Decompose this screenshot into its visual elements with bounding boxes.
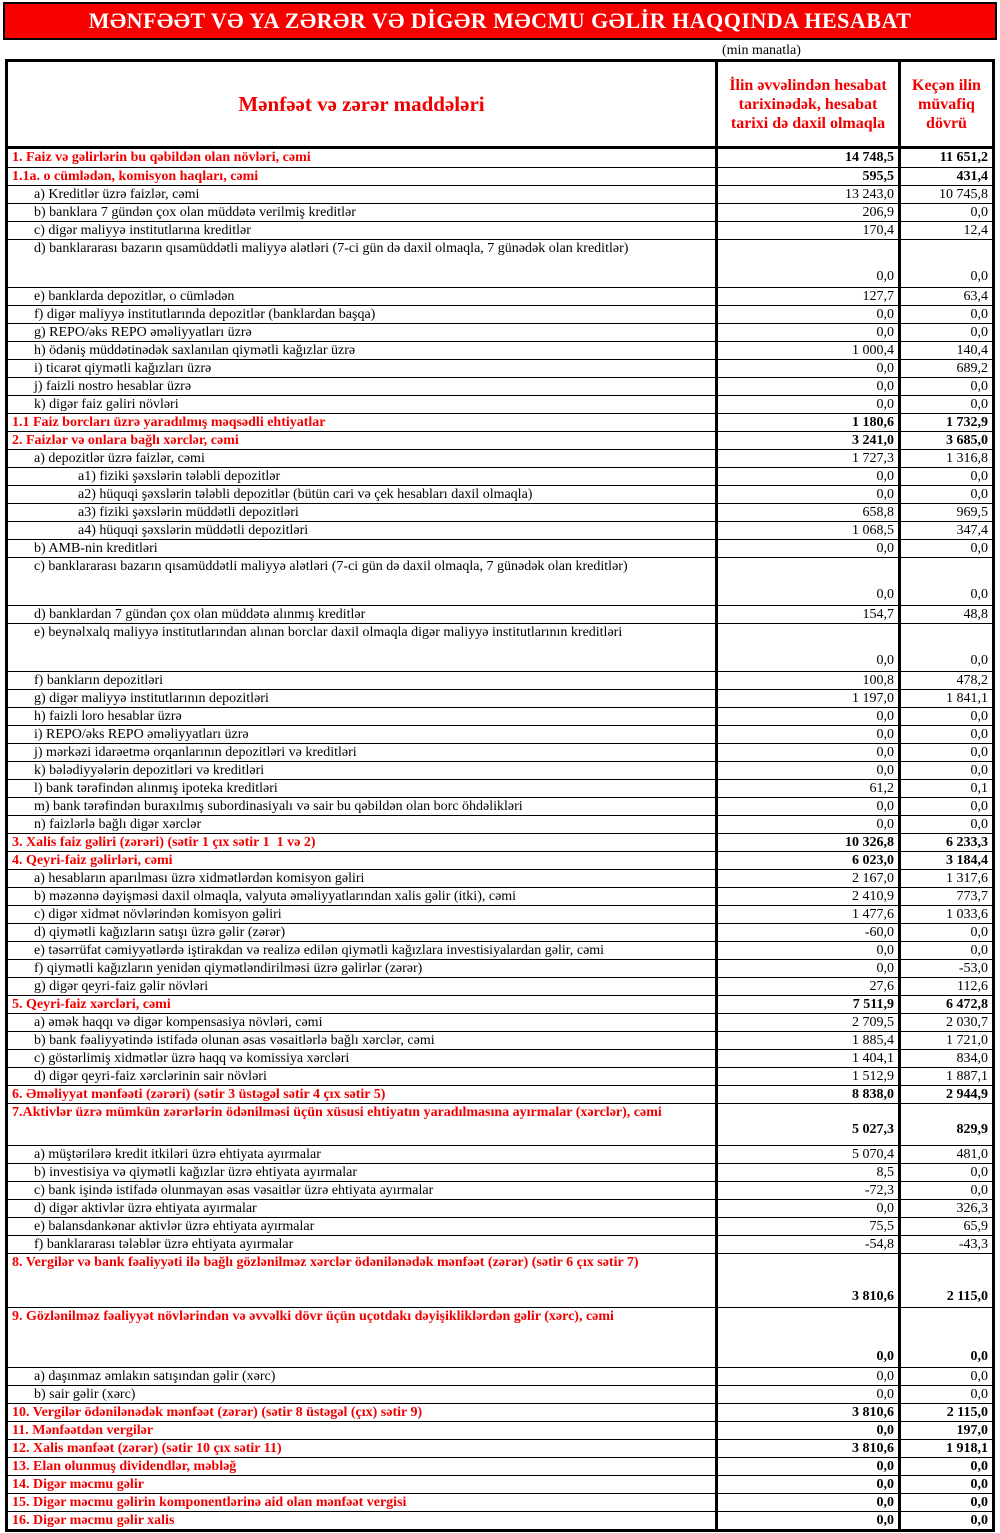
value-previous-period: 0,0 (970, 1182, 988, 1198)
table-row (8, 605, 992, 623)
row-label: c) göstərlimiş xidmətlər üzrə haqq və komissiya xərcləri (8, 1050, 718, 1067)
value-current-period: 0,0 (718, 540, 901, 557)
value-previous-period: 1 887,1 (946, 1068, 988, 1084)
table-row (8, 395, 992, 413)
row-label: 8. Vergilər və bank fəaliyyəti ilə bağlı gözlənilməz xərclər ödənilənədək mənfəət (zərər) (sətir 6 çıx sətir 7) (8, 1254, 718, 1307)
row-label: e) balansdankənar aktivlər üzrə ehtiyata ayırmalar (8, 1218, 718, 1235)
value-current-period: 127,7 (718, 288, 901, 305)
table-row (8, 977, 992, 995)
table-row (8, 1421, 992, 1439)
value-previous-period: 1 721,0 (946, 1032, 988, 1048)
row-label: a4) hüquqi şəxslərin müddətli depozitləri (8, 522, 718, 539)
row-label: 11. Mənfəətdən vergilər (8, 1422, 718, 1439)
row-label: h) faizli loro hesablar üzrə (8, 708, 718, 725)
row-label: f) qiymətli kağızların yenidən qiymətləndirilməsi üzrə gəlirlər (zərər) (8, 960, 718, 977)
table-row (8, 1031, 992, 1049)
value-current-period: 0,0 (718, 798, 901, 815)
table-row (8, 959, 992, 977)
value-current-period: 3 810,6 (718, 1404, 901, 1421)
row-label: b) bank fəaliyyətində istifadə olunan əsas vəsaitlərlə bağlı xərclər, cəmi (8, 1032, 718, 1049)
row-label: b) investisiya və qiymətli kağızlar üzrə ehtiyata ayırmalar (8, 1164, 718, 1181)
value-current-period: 0,0 (718, 708, 901, 725)
value-previous-period: 0,0 (970, 1476, 988, 1492)
table-row (8, 341, 992, 359)
value-previous-period: 11 651,2 (939, 150, 988, 165)
table-row (8, 557, 992, 605)
value-current-period: 1 197,0 (718, 690, 901, 707)
value-previous-period: 0,0 (970, 924, 988, 940)
value-current-period: 0,0 (718, 558, 901, 605)
value-previous-period: 326,3 (956, 1200, 988, 1216)
table-row (8, 689, 992, 707)
value-previous-period: 1 841,1 (946, 690, 988, 706)
row-label: 10. Vergilər ödənilənədək mənfəət (zərər) (sətir 8 üstəgəl (çıx) sətir 9) (8, 1404, 718, 1421)
table-row (8, 359, 992, 377)
value-previous-period: 0,0 (970, 708, 988, 724)
value-current-period: 1 180,6 (718, 414, 901, 431)
table-row (8, 221, 992, 239)
value-current-period: 0,0 (718, 1512, 901, 1529)
table-row (8, 1475, 992, 1493)
value-current-period: -54,8 (718, 1236, 901, 1253)
row-label: a) depozitlər üzrə faizlər, cəmi (8, 450, 718, 467)
value-current-period: 0,0 (718, 360, 901, 377)
report-title: MƏNFƏƏT VƏ YA ZƏRƏR VƏ DİGƏR MƏCMU GƏLİR HAQQINDA HESABAT (88, 8, 912, 33)
value-previous-period: 12,4 (963, 222, 988, 238)
value-current-period: 0,0 (718, 1368, 901, 1385)
table-row (8, 1163, 992, 1181)
row-label: a) Kreditlər üzrə faizlər, cəmi (8, 186, 718, 203)
value-previous-period: 112,6 (957, 978, 988, 994)
value-current-period: 0,0 (718, 960, 901, 977)
table-row (8, 1067, 992, 1085)
value-current-period: 0,0 (718, 942, 901, 959)
row-label: a1) fiziki şəxslərin tələbli depozitlər (8, 468, 718, 485)
value-current-period: -72,3 (718, 1182, 901, 1199)
table-row (8, 887, 992, 905)
table-row (8, 1385, 992, 1403)
table-row (8, 377, 992, 395)
row-label: 5. Qeyri-faiz xərcləri, cəmi (8, 996, 718, 1013)
value-current-period: 100,8 (718, 672, 901, 689)
value-previous-period: 0,0 (970, 468, 988, 484)
table-row (8, 1217, 992, 1235)
value-previous-period: 834,0 (956, 1050, 988, 1066)
row-label: 3. Xalis faiz gəliri (zərəri) (sətir 1 çıx sətir 1 1 və 2) (8, 834, 718, 851)
table-row (8, 1493, 992, 1511)
value-previous-period: 773,7 (956, 888, 988, 904)
row-label: j) faizli nostro hesablar üzrə (8, 378, 718, 395)
row-label: d) qiymətli kağızların satışı üzrə gəlir (zərər) (8, 924, 718, 941)
value-previous-period: 0,0 (970, 798, 988, 814)
table-row (8, 323, 992, 341)
row-label: c) digər xidmət növlərindən komisyon gəliri (8, 906, 718, 923)
row-label: a) əmək haqqı və digər kompensasiya növləri, cəmi (8, 1014, 718, 1031)
row-label: e) beynəlxalq maliyyə institutlarından alınan borclar daxil olmaqla digər maliyyə institutlarının kreditləri (8, 624, 718, 671)
value-current-period: 0,0 (718, 1386, 901, 1403)
value-current-period: 61,2 (718, 780, 901, 797)
table-row (8, 485, 992, 503)
header-previous-period-column: Keçən ilin müvafiq dövrü (912, 76, 981, 132)
row-label: d) banklardan 7 gündən çox olan müddətə alınmış kreditlər (8, 606, 718, 623)
value-current-period: 595,5 (718, 168, 901, 185)
value-current-period: -60,0 (718, 924, 901, 941)
row-label: f) digər maliyyə institutlarında depozitlər (banklardan başqa) (8, 306, 718, 323)
value-previous-period: 0,0 (970, 306, 988, 322)
value-previous-period: 0,0 (970, 762, 988, 778)
value-previous-period: 3 184,4 (946, 852, 988, 868)
table-row (8, 707, 992, 725)
value-current-period: 10 326,8 (718, 834, 901, 851)
value-current-period: 0,0 (718, 1476, 901, 1493)
value-previous-period: 0,0 (970, 653, 988, 668)
value-previous-period: 689,2 (956, 360, 988, 376)
value-current-period: 0,0 (718, 396, 901, 413)
table-row (8, 815, 992, 833)
table-row (8, 761, 992, 779)
row-label: a) daşınmaz əmlakın satışından gəlir (xərc) (8, 1368, 718, 1385)
table-row (8, 467, 992, 485)
value-previous-period: 1 918,1 (946, 1440, 988, 1456)
value-previous-period: 0,1 (970, 780, 988, 796)
table-row (8, 539, 992, 557)
table-row (8, 1199, 992, 1217)
value-previous-period: 197,0 (956, 1422, 988, 1438)
value-previous-period: 0,0 (970, 587, 988, 602)
value-current-period: 2 410,9 (718, 888, 901, 905)
table-row (8, 149, 992, 167)
value-previous-period: 2 115,0 (946, 1289, 988, 1304)
value-previous-period: 0,0 (970, 1368, 988, 1384)
value-previous-period: 0,0 (970, 1458, 988, 1474)
value-current-period: 75,5 (718, 1218, 901, 1235)
row-label: b) banklara 7 gündən çox olan müddətə verilmiş kreditlər (8, 204, 718, 221)
value-current-period: 27,6 (718, 978, 901, 995)
row-label: 16. Digər məcmu gəlir xalis (8, 1512, 718, 1529)
value-current-period: 1 404,1 (718, 1050, 901, 1067)
value-current-period: 14 748,5 (718, 149, 901, 167)
row-label: c) digər maliyyə institutlarına kreditlər (8, 222, 718, 239)
value-current-period: 0,0 (718, 1494, 901, 1511)
header-items-column: Mənfəət və zərər maddələri (8, 62, 718, 146)
value-previous-period: 0,0 (970, 486, 988, 502)
row-label: 14. Digər məcmu gəlir (8, 1476, 718, 1493)
table-row (8, 185, 992, 203)
value-previous-period: 0,0 (970, 942, 988, 958)
value-previous-period: 1 317,6 (946, 870, 988, 886)
row-label: k) digər faiz gəliri növləri (8, 396, 718, 413)
table-row (8, 1085, 992, 1103)
row-label: m) bank tərəfindən buraxılmış subordinasiyalı və sair bu qəbildən olan borc öhdəlikləri (8, 798, 718, 815)
table-row (8, 1367, 992, 1385)
value-previous-period: 3 685,0 (946, 432, 988, 448)
table-row (8, 833, 992, 851)
row-label: c) banklararası bazarın qısamüddətli maliyyə alətləri (7-ci gün də daxil olmaqla, 7 günədək olan kreditlər) (8, 558, 718, 605)
row-label: 1. Faiz və gəlirlərin bu qəbildən olan növləri, cəmi (8, 149, 718, 167)
value-previous-period: 481,0 (956, 1146, 988, 1162)
value-current-period: 658,8 (718, 504, 901, 521)
row-label: n) faizlərlə bağlı digər xərclər (8, 816, 718, 833)
table-row (8, 995, 992, 1013)
value-current-period: 0,0 (718, 744, 901, 761)
row-label: e) təsərrüfat cəmiyyətlərdə iştirakdan və realizə edilən qiymətli kağızlara investisiyalardan gəlir, cəmi (8, 942, 718, 959)
row-label: d) banklararası bazarın qısamüddətli maliyyə alətləri (7-ci gün də daxil olmaqla, 7 günədək olan kreditlər) (8, 240, 718, 287)
table-row (8, 203, 992, 221)
value-previous-period: 1 033,6 (946, 906, 988, 922)
value-previous-period: 0,0 (970, 1494, 988, 1510)
table-row (8, 743, 992, 761)
value-current-period: 0,0 (718, 1200, 901, 1217)
table-row (8, 1013, 992, 1031)
table-header-row (8, 62, 992, 149)
row-label: 2. Faizlər və onlara bağlı xərclər, cəmi (8, 432, 718, 449)
value-current-period: 5 027,3 (718, 1104, 901, 1145)
table-row (8, 671, 992, 689)
table-row (8, 1145, 992, 1163)
row-label: f) bankların depozitləri (8, 672, 718, 689)
value-current-period: 154,7 (718, 606, 901, 623)
table-row (8, 239, 992, 287)
row-label: 15. Digər məcmu gəlirin komponentlərinə aid olan mənfəət vergisi (8, 1494, 718, 1511)
value-previous-period: 0,0 (970, 204, 988, 220)
table-row (8, 923, 992, 941)
row-label: d) digər aktivlər üzrə ehtiyata ayırmalar (8, 1200, 718, 1217)
row-label: i) REPO/əks REPO əməliyyatları üzrə (8, 726, 718, 743)
row-label: g) digər qeyri-faiz gəlir növləri (8, 978, 718, 995)
row-label: a3) fiziki şəxslərin müddətli depozitləri (8, 504, 718, 521)
table-row (8, 1457, 992, 1475)
table-row (8, 521, 992, 539)
value-current-period: 5 070,4 (718, 1146, 901, 1163)
row-label: g) digər maliyyə institutlarının depozitləri (8, 690, 718, 707)
table-row (8, 1049, 992, 1067)
header-current-period-column: İlin əvvəlindən hesabat tarixinədək, hesabat tarixi də daxil olmaqla (718, 62, 901, 146)
row-label: h) ödəniş müddətinədək saxlanılan qiymətli kağızlar üzrə (8, 342, 718, 359)
value-current-period: 0,0 (718, 762, 901, 779)
value-previous-period: 478,2 (956, 672, 988, 688)
row-label: b) məzənnə dəyişməsi daxil olmaqla, valyuta əməliyyatlarından xalis gəlir (itki), cəmi (8, 888, 718, 905)
row-label: 13. Elan olunmuş dividendlər, məbləğ (8, 1458, 718, 1475)
value-previous-period: 829,9 (956, 1122, 988, 1137)
value-previous-period: 0,0 (970, 269, 988, 284)
value-previous-period: 6 233,3 (946, 834, 988, 850)
value-previous-period: 0,0 (970, 1512, 988, 1528)
value-previous-period: 0,0 (970, 1386, 988, 1402)
value-current-period: 8 838,0 (718, 1086, 901, 1103)
table-row (8, 941, 992, 959)
value-previous-period: 0,0 (970, 378, 988, 394)
value-previous-period: 1 732,9 (946, 414, 988, 430)
value-current-period: 6 023,0 (718, 852, 901, 869)
value-current-period: 1 000,4 (718, 342, 901, 359)
value-previous-period: 63,4 (963, 288, 988, 304)
value-previous-period: 10 745,8 (939, 186, 988, 202)
value-current-period: 0,0 (718, 324, 901, 341)
value-current-period: 0,0 (718, 378, 901, 395)
value-current-period: 3 241,0 (718, 432, 901, 449)
value-current-period: 7 511,9 (718, 996, 901, 1013)
table-row (8, 1103, 992, 1145)
table-row (8, 623, 992, 671)
value-previous-period: 0,0 (970, 324, 988, 340)
table-row (8, 287, 992, 305)
table-row (8, 1511, 992, 1529)
value-current-period: 1 885,4 (718, 1032, 901, 1049)
value-current-period: 2 709,5 (718, 1014, 901, 1031)
row-label: b) AMB-nin kreditləri (8, 540, 718, 557)
value-current-period: 0,0 (718, 306, 901, 323)
row-label: i) ticarət qiymətli kağızları üzrə (8, 360, 718, 377)
value-previous-period: 48,8 (963, 606, 988, 622)
table-row (8, 1307, 992, 1367)
profit-loss-table (5, 59, 995, 1532)
value-previous-period: -53,0 (958, 960, 988, 976)
value-current-period: 1 512,9 (718, 1068, 901, 1085)
row-label: e) banklarda depozitlər, o cümlədən (8, 288, 718, 305)
value-current-period: 170,4 (718, 222, 901, 239)
value-current-period: 0,0 (718, 468, 901, 485)
value-previous-period: 0,0 (970, 1349, 988, 1364)
row-label: a) müştərilərə kredit itkiləri üzrə ehtiyata ayırmalar (8, 1146, 718, 1163)
value-previous-period: 969,5 (956, 504, 988, 520)
value-current-period: 0,0 (718, 1458, 901, 1475)
row-label: d) digər qeyri-faiz xərclərinin sair növləri (8, 1068, 718, 1085)
row-label: g) REPO/əks REPO əməliyyatları üzrə (8, 324, 718, 341)
value-current-period: 0,0 (718, 1422, 901, 1439)
row-label: 1.1 Faiz borcları üzrə yaradılmış məqsədli ehtiyatlar (8, 414, 718, 431)
value-current-period: 8,5 (718, 1164, 901, 1181)
table-row (8, 167, 992, 185)
row-label: 9. Gözlənilməz fəaliyyət növlərindən və əvvəlki dövr üçün uçotdakı dəyişikliklərdən gəlir (xərc), cəmi (8, 1308, 718, 1367)
table-row (8, 1253, 992, 1307)
value-previous-period: 0,0 (970, 726, 988, 742)
value-current-period: 0,0 (718, 726, 901, 743)
table-row (8, 905, 992, 923)
row-label: k) bələdiyyələrin depozitləri və kreditləri (8, 762, 718, 779)
value-current-period: 3 810,6 (718, 1254, 901, 1307)
table-row (8, 1403, 992, 1421)
row-label: c) bank işində istifadə olunmayan əsas vəsaitlər üzrə ehtiyata ayırmalar (8, 1182, 718, 1199)
table-row (8, 449, 992, 467)
value-previous-period: 347,4 (956, 522, 988, 538)
value-current-period: 2 167,0 (718, 870, 901, 887)
value-current-period: 1 477,6 (718, 906, 901, 923)
table-row (8, 305, 992, 323)
table-row (8, 779, 992, 797)
row-label: f) banklararası tələblər üzrə ehtiyata ayırmalar (8, 1236, 718, 1253)
table-row (8, 1235, 992, 1253)
table-body (8, 149, 992, 1529)
value-previous-period: 0,0 (970, 816, 988, 832)
value-previous-period: 65,9 (963, 1218, 988, 1234)
value-current-period: 1 727,3 (718, 450, 901, 467)
row-label: 7.Aktivlər üzrə mümkün zərərlərin ödənilməsi üçün xüsusi ehtiyatın yaradılmasına ayırmalar (xərclər), cəmi (8, 1104, 718, 1145)
table-row (8, 431, 992, 449)
row-label: j) mərkəzi idarəetmə orqanlarının depozitləri və kreditləri (8, 744, 718, 761)
row-label: a) hesabların aparılması üzrə xidmətlərdən komisyon gəliri (8, 870, 718, 887)
table-row (8, 725, 992, 743)
value-current-period: 0,0 (718, 486, 901, 503)
table-row (8, 1181, 992, 1199)
row-label: 6. Əməliyyat mənfəəti (zərəri) (sətir 3 üstəgəl sətir 4 çıx sətir 5) (8, 1086, 718, 1103)
table-row (8, 869, 992, 887)
value-previous-period: 140,4 (956, 342, 988, 358)
value-current-period: 3 810,6 (718, 1440, 901, 1457)
value-previous-period: 431,4 (956, 168, 988, 184)
table-row (8, 413, 992, 431)
value-previous-period: 2 030,7 (946, 1014, 988, 1030)
value-current-period: 0,0 (718, 624, 901, 671)
value-current-period: 0,0 (718, 240, 901, 287)
value-current-period: 0,0 (718, 816, 901, 833)
value-previous-period: 0,0 (970, 540, 988, 556)
value-previous-period: 0,0 (970, 744, 988, 760)
row-label: b) sair gəlir (xərc) (8, 1386, 718, 1403)
row-label: 1.1a. o cümlədən, komisyon haqları, cəmi (8, 168, 718, 185)
table-row (8, 797, 992, 815)
row-label: l) bank tərəfindən alınmış ipoteka kreditləri (8, 780, 718, 797)
value-current-period: 1 068,5 (718, 522, 901, 539)
table-row (8, 851, 992, 869)
value-current-period: 0,0 (718, 1308, 901, 1367)
row-label: 12. Xalis mənfəət (zərər) (sətir 10 çıx sətir 11) (8, 1440, 718, 1457)
row-label: 4. Qeyri-faiz gəlirləri, cəmi (8, 852, 718, 869)
report-title-banner (3, 2, 997, 40)
unit-note: (min manatla) (722, 43, 801, 58)
value-previous-period: 6 472,8 (946, 996, 988, 1012)
row-label: a2) hüquqi şəxslərin tələbli depozitlər (bütün cari və çek hesabları daxil olmaqla) (8, 486, 718, 503)
value-previous-period: 2 944,9 (946, 1086, 988, 1102)
table-row (8, 1439, 992, 1457)
value-previous-period: 0,0 (970, 396, 988, 412)
value-previous-period: 1 316,8 (946, 450, 988, 466)
value-current-period: 13 243,0 (718, 186, 901, 203)
value-previous-period: -43,3 (958, 1236, 988, 1252)
value-previous-period: 2 115,0 (946, 1404, 988, 1420)
table-row (8, 503, 992, 521)
value-previous-period: 0,0 (970, 1164, 988, 1180)
value-current-period: 206,9 (718, 204, 901, 221)
